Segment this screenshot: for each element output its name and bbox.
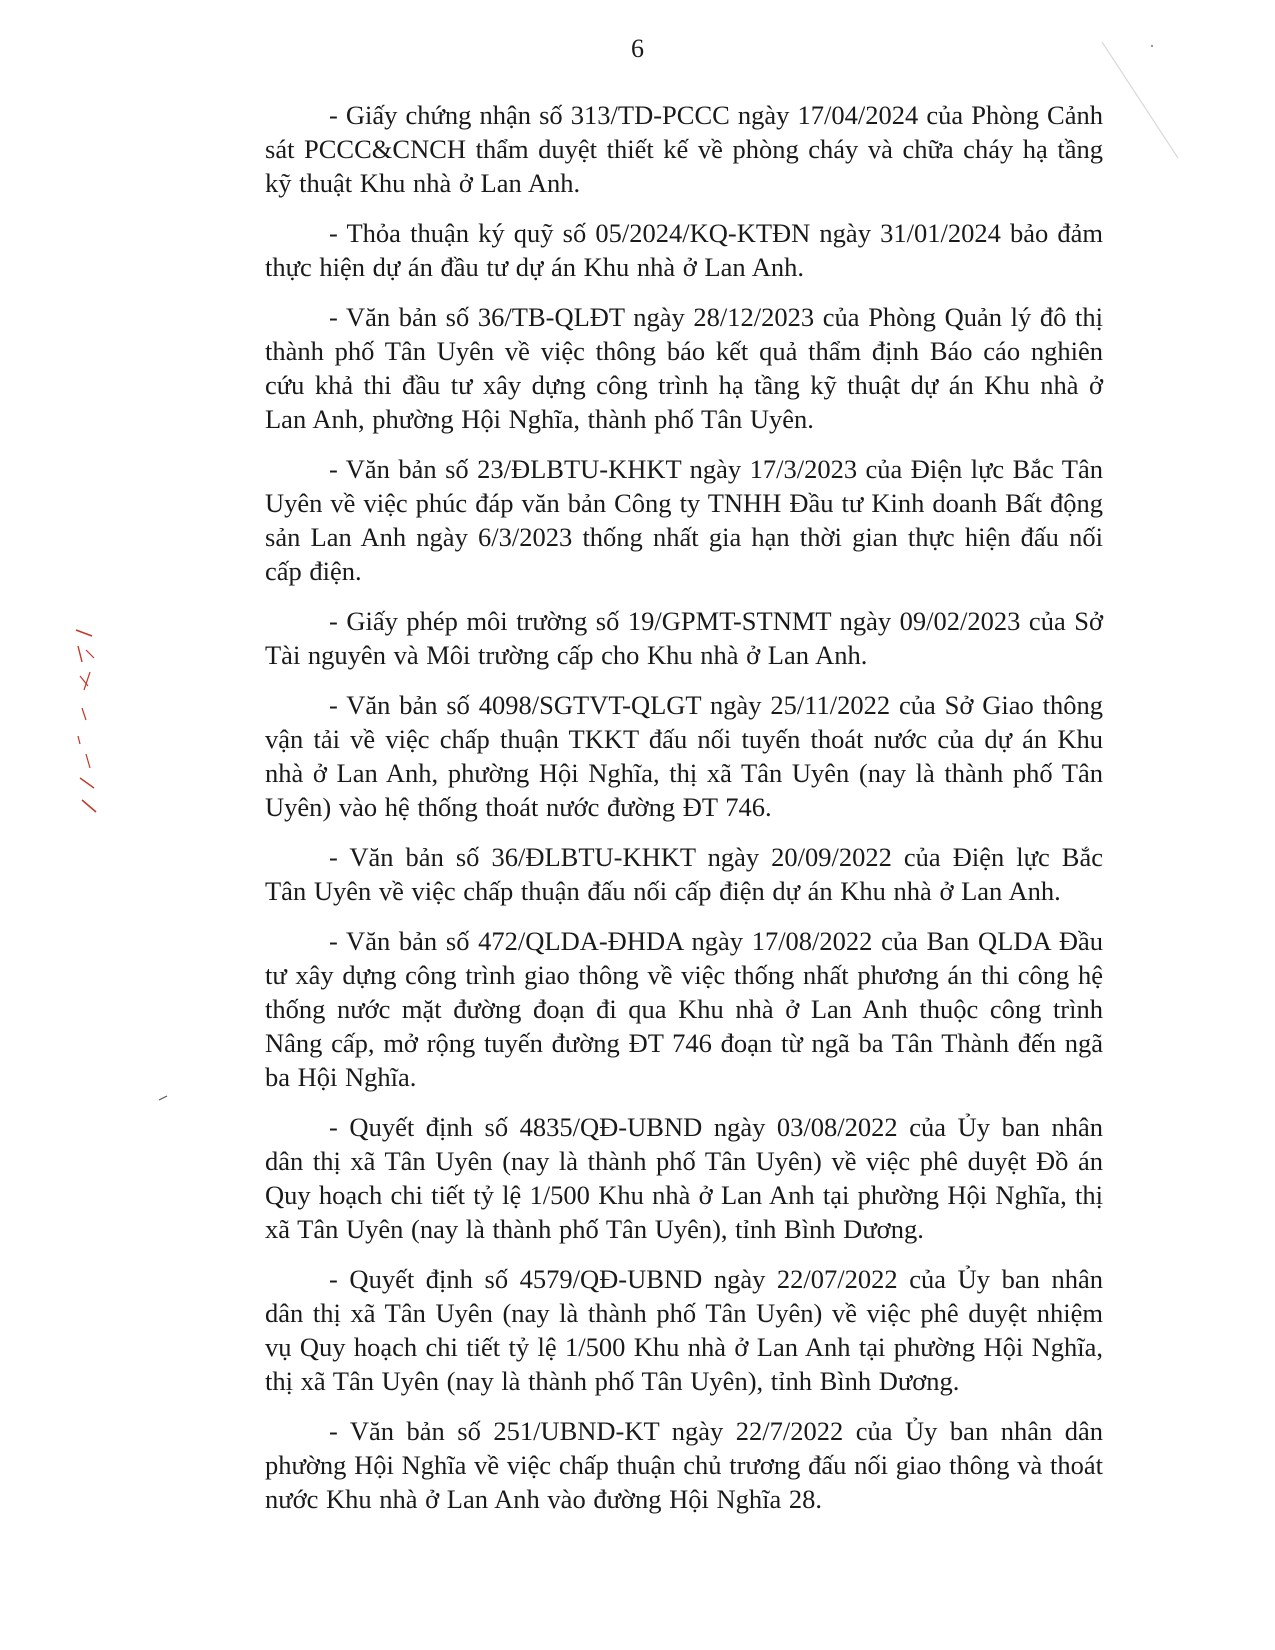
document-body [265,98,1103,1532]
paragraph-transport-approval: - Văn bản số 4098/SGTVT-QLGT ngày 25/11/2022 của Sở Giao thông vận tải về việc chấp thuận TKKT đấu nối tuyến thoát nước của dự án Khu nhà ở Lan Anh, phường Hội Nghĩa, thị xã Tân Uyên (nay là thành phố Tân Uyên) vào hệ thống thoát nước đường ĐT 746. [265,690,1103,822]
paragraph-decision-4579: - Quyết định số 4579/QĐ-UBND ngày 22/07/2022 của Ủy ban nhân dân thị xã Tân Uyên (nay là thành phố Tân Uyên) về việc phê duyệt nhiệm vụ Quy hoạch chi tiết tỷ lệ 1/500 Khu nhà ở Lan Anh tại phường Hội Nghĩa, thị xã Tân Uyên (nay là thành phố Tân Uyên), tỉnh Bình Dương. [265,1264,1103,1396]
paragraph-urban-management-notice: - Văn bản số 36/TB-QLĐT ngày 28/12/2023 của Phòng Quản lý đô thị thành phố Tân Uyên về việc thông báo kết quả thẩm định Báo cáo nghiên cứu khả thi đầu tư xây dựng công trình hạ tầng kỹ thuật dự án Khu nhà ở Lan Anh, phường Hội Nghĩa, thành phố Tân Uyên. [265,302,1103,434]
paragraph-electricity-reply: - Văn bản số 23/ĐLBTU-KHKT ngày 17/3/2023 của Điện lực Bắc Tân Uyên về việc phúc đáp văn bản Công ty TNHH Đầu tư Kinh doanh Bất động sản Lan Anh ngày 6/3/2023 thống nhất gia hạn thời gian thực hiện đấu nối cấp điện. [265,454,1103,586]
paragraph-project-management-board: - Văn bản số 472/QLDA-ĐHDA ngày 17/08/2022 của Ban QLDA Đầu tư xây dựng công trình giao thông về việc thống nhất phương án thi công hệ thống nước mặt đường đoạn đi qua Khu nhà ở Lan Anh thuộc công trình Nâng cấp, mở rộng tuyến đường ĐT 746 đoạn từ ngã ba Tân Thành đến ngã ba Hội Nghĩa. [265,926,1103,1092]
page-number: 6 [631,34,644,63]
scan-artifact-tick [158,1095,168,1101]
paragraph-environment-permit: - Giấy phép môi trường số 19/GPMT-STNMT ngày 09/02/2023 của Sở Tài nguyên và Môi trường cấp cho Khu nhà ở Lan Anh. [265,606,1103,670]
scan-artifact-line [1100,40,1180,160]
paragraph-electricity-connection: - Văn bản số 36/ĐLBTU-KHKT ngày 20/09/2022 của Điện lực Bắc Tân Uyên về việc chấp thuận đấu nối cấp điện dự án Khu nhà ở Lan Anh. [265,842,1103,906]
margin-stamp-mark [72,628,102,818]
paragraph-ward-approval: - Văn bản số 251/UBND-KT ngày 22/7/2022 của Ủy ban nhân dân phường Hội Nghĩa về việc chấp thuận chủ trương đấu nối giao thông và thoát nước Khu nhà ở Lan Anh vào đường Hội Nghĩa 28. [265,1416,1103,1514]
paragraph-pccc-certificate: - Giấy chứng nhận số 313/TD-PCCC ngày 17/04/2024 của Phòng Cảnh sát PCCC&CNCH thẩm duyệt thiết kế về phòng cháy và chữa cháy hạ tầng kỹ thuật Khu nhà ở Lan Anh. [265,100,1103,198]
paragraph-deposit-agreement: - Thỏa thuận ký quỹ số 05/2024/KQ-KTĐN ngày 31/01/2024 bảo đảm thực hiện dự án đầu tư dự án Khu nhà ở Lan Anh. [265,218,1103,282]
paragraph-decision-4835: - Quyết định số 4835/QĐ-UBND ngày 03/08/2022 của Ủy ban nhân dân thị xã Tân Uyên (nay là thành phố Tân Uyên) về việc phê duyệt Đồ án Quy hoạch chi tiết tỷ lệ 1/500 Khu nhà ở Lan Anh tại phường Hội Nghĩa, thị xã Tân Uyên (nay là thành phố Tân Uyên), tỉnh Bình Dương. [265,1112,1103,1244]
